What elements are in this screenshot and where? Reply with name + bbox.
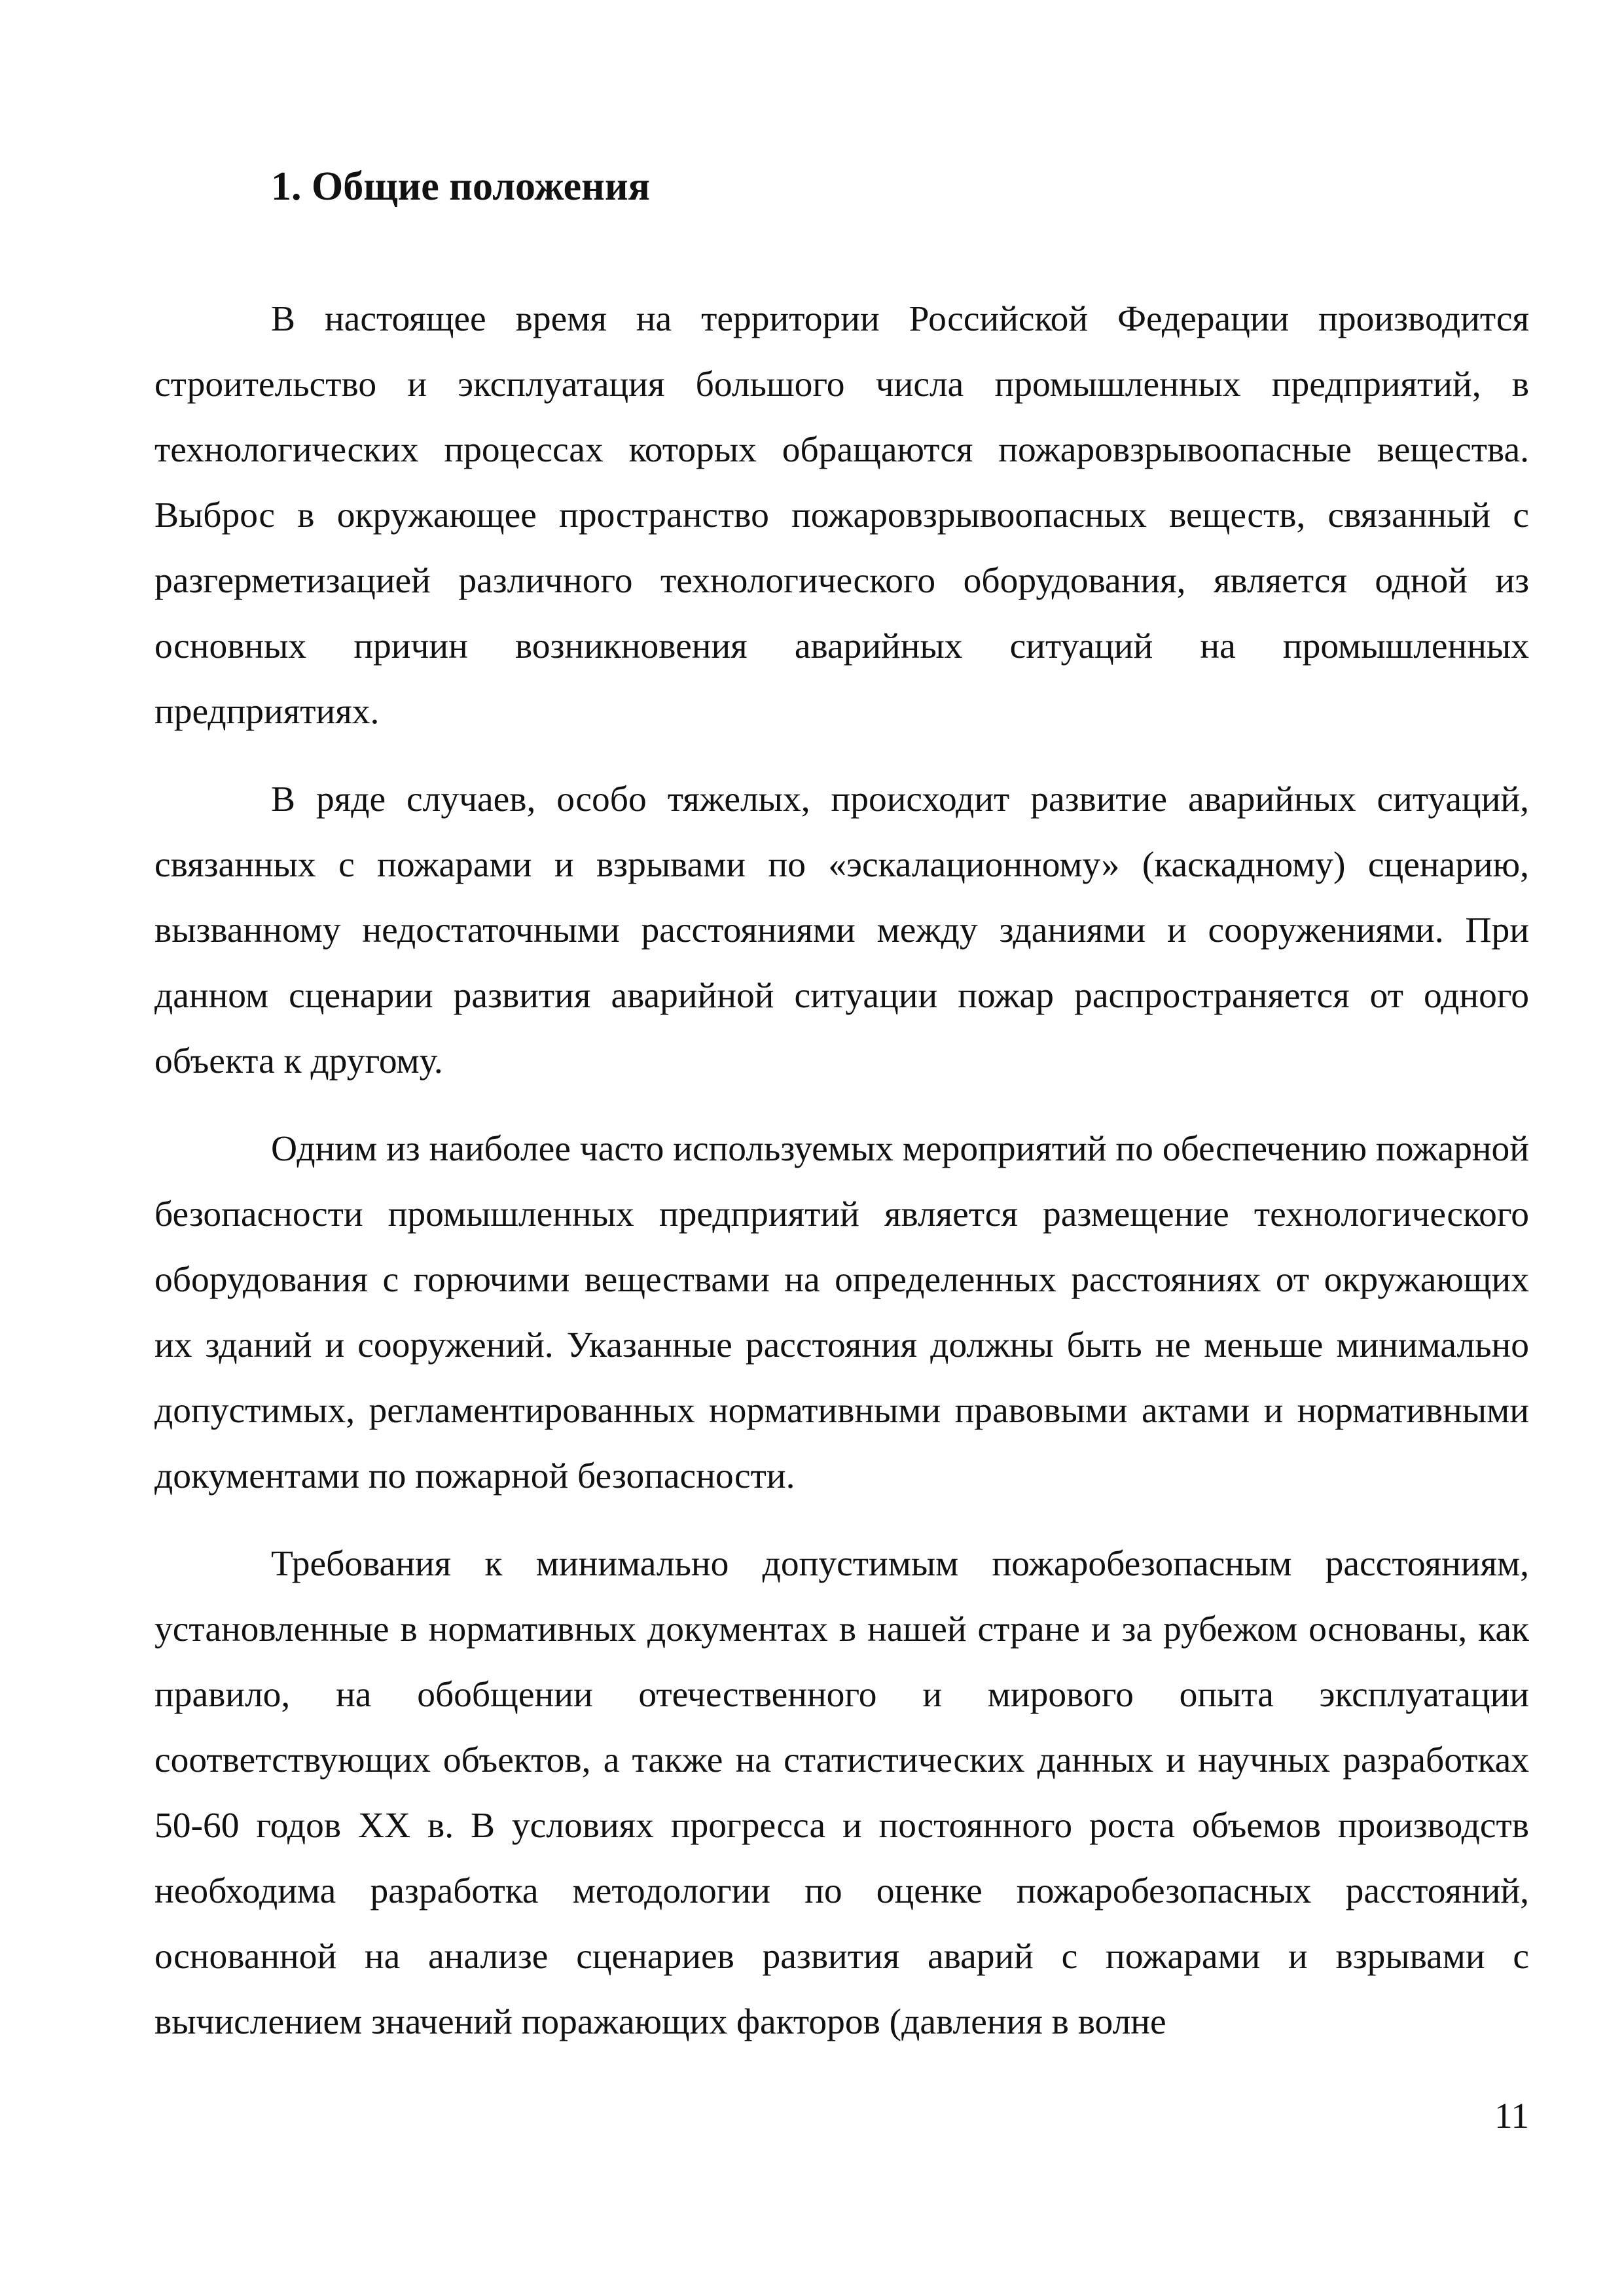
paragraph-3: Одним из наиболее часто используемых мероприятий по обеспечению пожарной безопасности промышленных предприятий является размещение технологического оборудования с горючими веществами на определенных расстояниях от окружающих их зданий и сооружений. Указанные расстояния должны быть не меньше минимально допустимых, регламентированных нормативными правовыми актами и нормативными документами по пожарной безопасности.	[154, 1129, 1529, 1496]
paragraph-1: В настоящее время на территории Российской Федерации производится строительство и эксплуатация большого числа промышленных предприятий, в технологических процессах которых обращаются пожаровзрывоопасные вещества. Выброс в окружающее пространство пожаровзрывоопасных веществ, связанный с разгерметизацией различного технологического оборудования, является одной из основных причин возникновения аварийных ситуаций на промышленных предприятиях.	[154, 299, 1529, 732]
section-heading: 1. Общие положения	[271, 164, 651, 209]
page-number: 11	[1494, 2096, 1529, 2136]
paragraph-4: Требования к минимально допустимым пожаробезопасным расстояниям, установленные в нормативных документах в нашей стране и за рубежом основаны, как правило, на обобщении отечественного и мирового опыта эксплуатации соответствующих объектов, а также на статистических данных и научных разработках 50-60 годов XX в. В условиях прогресса и постоянного роста объемов производств необходима разработка методологии по оценке пожаробезопасных расстояний, основанной на анализе сценариев развития аварий с пожарами и взрывами с вычислением значений поражающих факторов (давления в волне	[154, 1544, 1529, 2042]
paragraph-2: В ряде случаев, особо тяжелых, происходит развитие аварийных ситуаций, связанных с пожарами и взрывами по «эскалационному» (каскадному) сценарию, вызванному недостаточными расстояниями между зданиями и сооружениями. При данном сценарии развития аварийной ситуации пожар распространяется от одного объекта к другому.	[154, 780, 1529, 1081]
body-text	[154, 287, 1529, 2077]
